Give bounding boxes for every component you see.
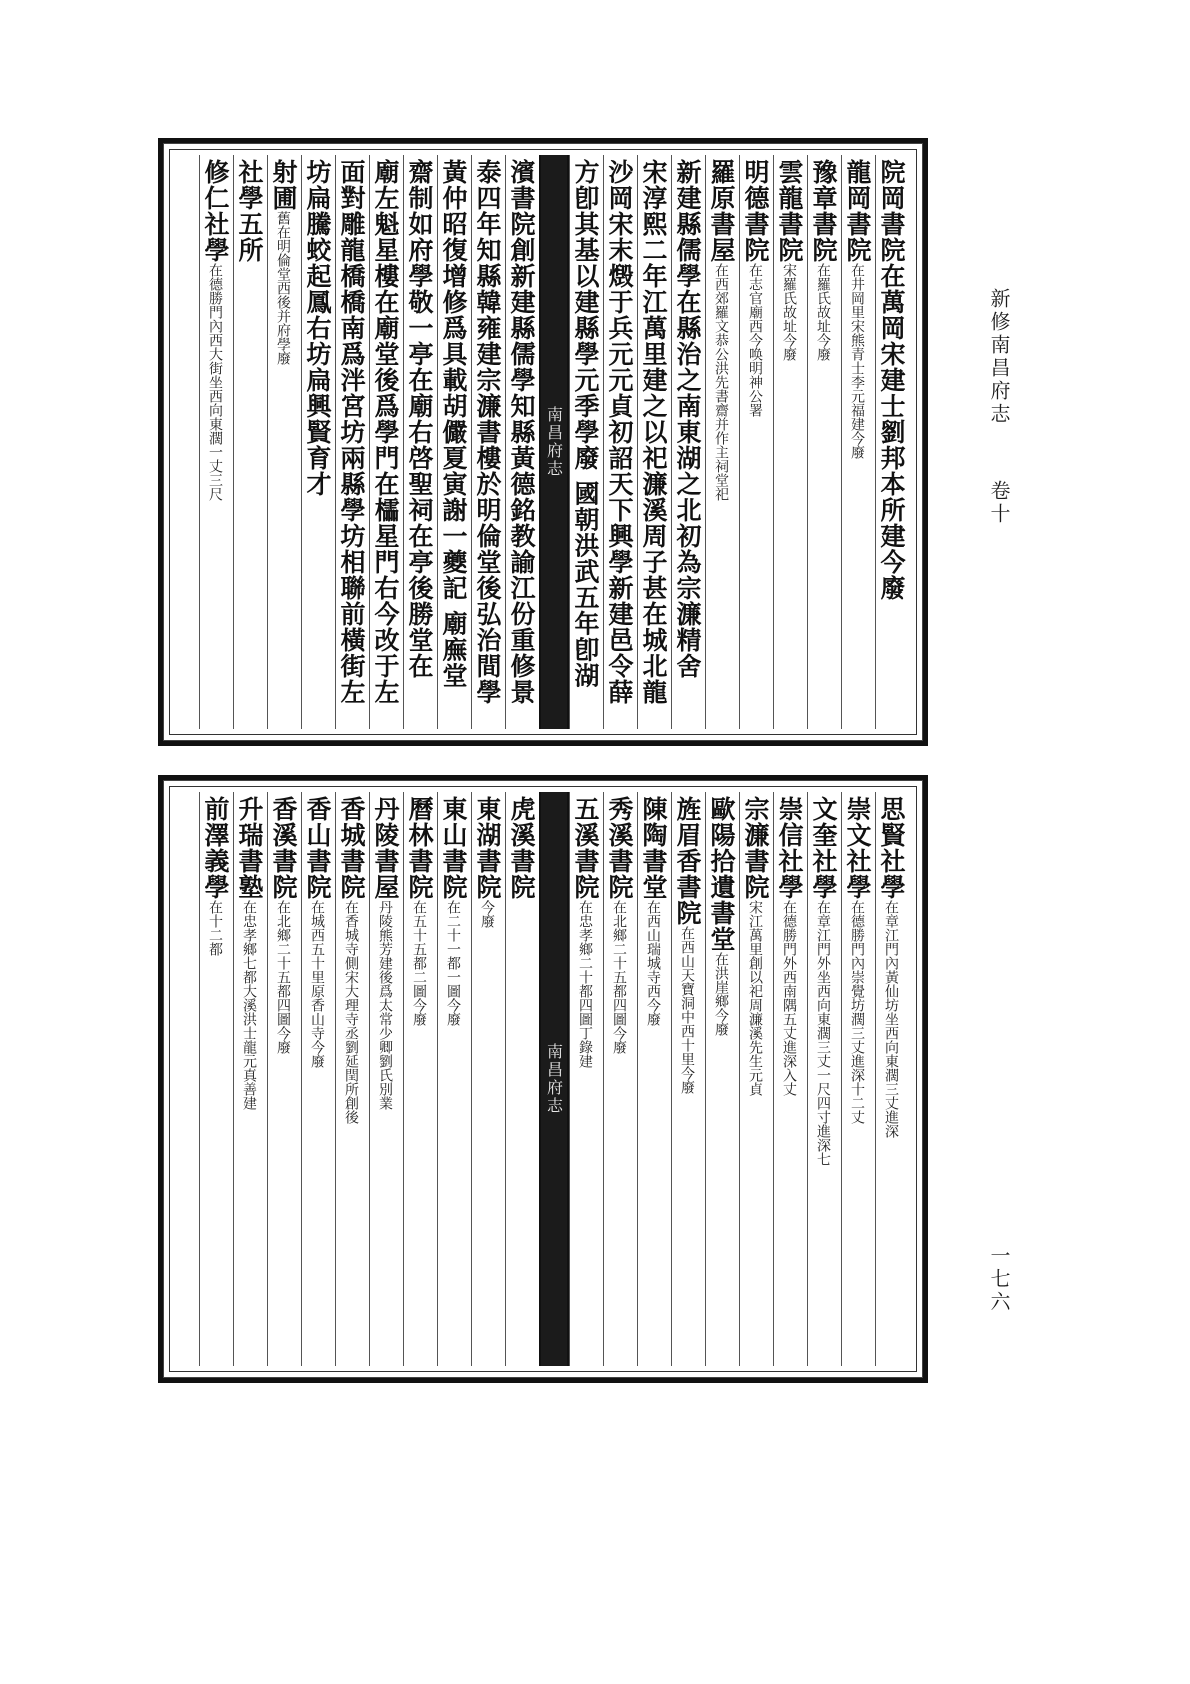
column bbox=[739, 155, 773, 729]
top-text-columns bbox=[177, 155, 909, 729]
bottom-page-panel bbox=[158, 775, 928, 1383]
column-heading: 修仁社學 bbox=[201, 159, 230, 263]
column-heading: 陳陶書堂 bbox=[639, 796, 668, 900]
column bbox=[841, 792, 875, 1366]
page-number: 一七六 bbox=[987, 1245, 1011, 1314]
column-note: 在德勝門外西南隅五丈進深入丈 bbox=[781, 900, 797, 1096]
column-text: 齋制如府學敬一亭在廟右啓聖祠在亭後勝堂在 bbox=[405, 159, 434, 679]
fold-margin: 南昌府志 bbox=[539, 155, 569, 729]
column bbox=[637, 792, 671, 1366]
column-heading: 宗濂書院 bbox=[741, 796, 770, 900]
column-note: 在忠孝鄉七都大溪洪士龍元真善建 bbox=[241, 900, 257, 1110]
column bbox=[199, 792, 233, 1366]
column-note: 在西山天寶洞中西十里今廢 bbox=[679, 926, 695, 1094]
column bbox=[335, 792, 369, 1366]
column bbox=[569, 155, 603, 729]
column bbox=[773, 792, 807, 1366]
column-heading: 東湖書院 bbox=[473, 796, 502, 900]
column bbox=[569, 792, 603, 1366]
column-note: 在洪崖鄉今廢 bbox=[713, 952, 729, 1036]
column bbox=[637, 155, 671, 729]
column-note: 今廢 bbox=[479, 900, 495, 928]
column bbox=[301, 792, 335, 1366]
column-text: 面對雕龍橋橋南爲泮宮坊兩縣學坊相聯前橫街左 bbox=[337, 159, 366, 705]
column-note: 在羅氏故址今廢 bbox=[815, 263, 831, 361]
column-text: 廟左魁星樓在廟堂後爲學門在櫺星門右今改于左 bbox=[371, 159, 400, 705]
column-note: 在德勝門內西大街坐西向東濶一丈三尺 bbox=[207, 263, 223, 501]
column bbox=[369, 155, 403, 729]
column bbox=[875, 792, 909, 1366]
column-heading: 明德書院 bbox=[741, 159, 770, 263]
fold-margin: 南昌府志 bbox=[539, 792, 569, 1366]
column bbox=[403, 155, 437, 729]
column-text: 坊扁騰蛟起鳳右坊扁興賢育才 bbox=[303, 159, 332, 497]
column bbox=[705, 155, 739, 729]
column-heading: 香溪書院 bbox=[269, 796, 298, 900]
column-heading: 雲龍書院 bbox=[775, 159, 804, 263]
column bbox=[603, 792, 637, 1366]
column-note: 在章江門外坐西向東濶三丈一尺四寸進深七 bbox=[815, 900, 831, 1166]
column bbox=[301, 155, 335, 729]
column bbox=[505, 155, 539, 729]
column-text: 岡書院在萬岡宋建士劉邦本所建今廢 bbox=[877, 185, 906, 601]
column bbox=[267, 155, 301, 729]
column-text: 濱書院創新建縣儒學知縣黃德銘教諭江份重修景 bbox=[507, 159, 536, 705]
column bbox=[671, 792, 705, 1366]
column bbox=[505, 792, 539, 1366]
column-heading: 院 bbox=[877, 159, 906, 185]
column-text: 在縣治之南東湖之北初為宗濂精舍 bbox=[673, 289, 702, 679]
column bbox=[807, 155, 841, 729]
book-title: 新修南昌府志 bbox=[987, 288, 1011, 426]
column-heading: 曆林書院 bbox=[405, 796, 434, 900]
column bbox=[705, 792, 739, 1366]
column bbox=[233, 155, 267, 729]
column-note: 丹陵熊芳建後爲太常少卿劉氏別業 bbox=[377, 900, 393, 1110]
column-heading: 前澤義學 bbox=[201, 796, 230, 900]
bottom-text-columns bbox=[177, 792, 909, 1366]
column-heading: 丹陵書屋 bbox=[371, 796, 400, 900]
column-note: 在香城寺側宋大理寺丞劉延閏所創後 bbox=[343, 900, 359, 1124]
column-heading: 香城書院 bbox=[337, 796, 366, 900]
column bbox=[875, 155, 909, 729]
column bbox=[739, 792, 773, 1366]
column bbox=[335, 155, 369, 729]
column-note: 在井岡里宋熊青士李元福建今廢 bbox=[849, 263, 865, 459]
column-heading: 文奎社學 bbox=[809, 796, 838, 900]
column-text: 黃仲昭復增修爲具載胡儼夏寅謝一夔記 廟廡堂 bbox=[439, 159, 468, 689]
column bbox=[807, 792, 841, 1366]
volume-label: 卷十 bbox=[987, 480, 1011, 526]
column-heading: 升瑞書塾 bbox=[235, 796, 264, 900]
column-heading: 社學五所 bbox=[235, 159, 264, 263]
column-note: 在北鄉二十五都四圖今廢 bbox=[275, 900, 291, 1054]
column-text: 泰四年知縣韓雍建宗濂書樓於明倫堂後弘治間學 bbox=[473, 159, 502, 705]
column bbox=[369, 792, 403, 1366]
column bbox=[841, 155, 875, 729]
column-note: 在五十五都二圖今廢 bbox=[411, 900, 427, 1026]
column-heading: 歐陽拾遺書堂 bbox=[707, 796, 736, 952]
column-heading: 豫章書院 bbox=[809, 159, 838, 263]
column bbox=[671, 155, 705, 729]
column-note: 宋羅氏故址今廢 bbox=[781, 263, 797, 361]
column-heading: 東山書院 bbox=[439, 796, 468, 900]
column-heading: 思賢社學 bbox=[877, 796, 906, 900]
column-heading: 羅原書屋 bbox=[707, 159, 736, 263]
column-heading: 新建縣儒學 bbox=[673, 159, 702, 289]
column-text: 方卽其基以建縣學元季學廢 國朝洪武五年卽湖 bbox=[571, 159, 600, 689]
column-heading: 射圃 bbox=[269, 159, 298, 211]
column-note: 在城西五十里原香山寺今廢 bbox=[309, 900, 325, 1068]
column-heading: 香山書院 bbox=[303, 796, 332, 900]
column-heading: 秀溪書院 bbox=[605, 796, 634, 900]
column-heading: 崇信社學 bbox=[775, 796, 804, 900]
column-note: 舊在明倫堂西後并府學廢 bbox=[275, 211, 291, 365]
column-note: 在北鄉二十五都四圖今廢 bbox=[611, 900, 627, 1054]
top-page-panel bbox=[158, 138, 928, 746]
column-heading: 龍岡書院 bbox=[843, 159, 872, 263]
column bbox=[233, 792, 267, 1366]
column bbox=[437, 792, 471, 1366]
column-note: 在章江門內黃仙坊坐西向東濶三丈進深 bbox=[883, 900, 899, 1138]
column-text: 宋淳熙二年江萬里建之以祀濂溪周子甚在城北龍 bbox=[639, 159, 668, 705]
column bbox=[267, 792, 301, 1366]
column bbox=[603, 155, 637, 729]
column-note: 在忠孝鄉二十都四圖丁錄建 bbox=[577, 900, 593, 1068]
column bbox=[471, 792, 505, 1366]
column bbox=[471, 155, 505, 729]
column-note: 在德勝門內崇覺坊濶三丈進深十二丈 bbox=[849, 900, 865, 1124]
column-heading: 旌眉香書院 bbox=[673, 796, 702, 926]
column-heading: 五溪書院 bbox=[571, 796, 600, 900]
column bbox=[403, 792, 437, 1366]
column-note: 宋江萬里創以祀周濂溪先生元貞 bbox=[747, 900, 763, 1096]
column bbox=[773, 155, 807, 729]
column-heading: 崇文社學 bbox=[843, 796, 872, 900]
column-note: 在西郊羅文恭公洪先書齋并作主祠堂祀 bbox=[713, 263, 729, 501]
column-note: 在西山瑞城寺西今廢 bbox=[645, 900, 661, 1026]
column bbox=[199, 155, 233, 729]
column-text: 沙岡宋末燬于兵元元貞初詔天下興學新建邑令薛 bbox=[605, 159, 634, 705]
column-note: 在志官廟西今唤明神公署 bbox=[747, 263, 763, 417]
column-note: 在十二都 bbox=[207, 900, 223, 956]
column-note: 在二十一都一圖今廢 bbox=[445, 900, 461, 1026]
column bbox=[437, 155, 471, 729]
column-heading: 虎溪書院 bbox=[507, 796, 536, 900]
